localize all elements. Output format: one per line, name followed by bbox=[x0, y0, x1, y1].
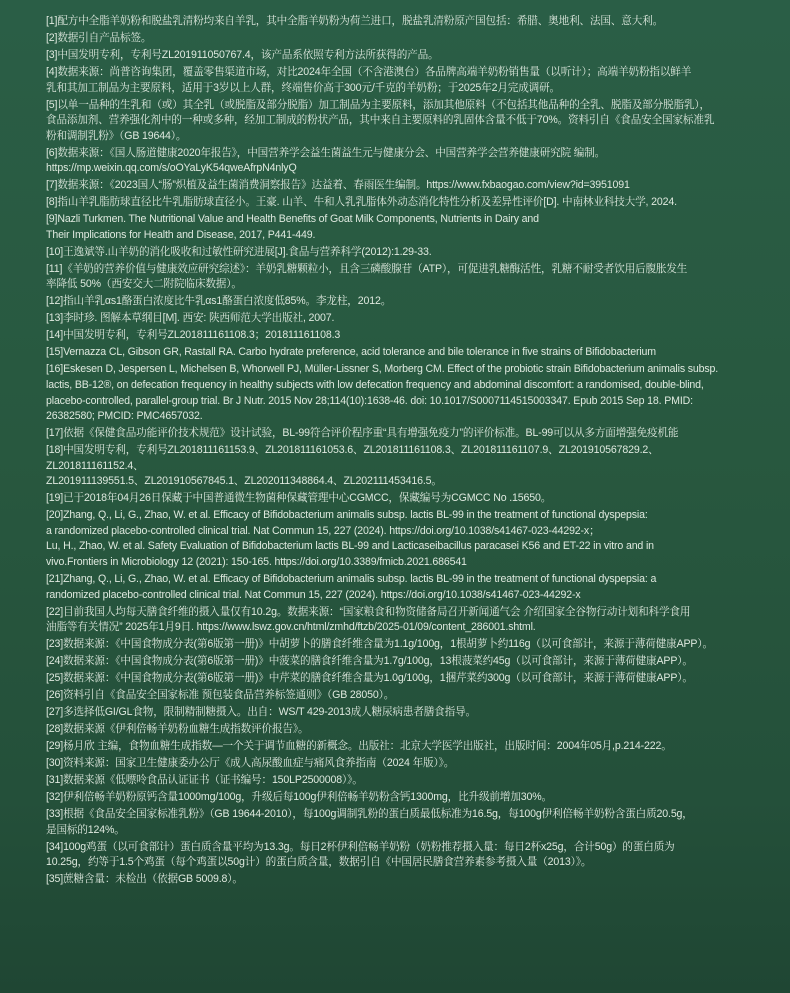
footnote-4: [4]数据来源：尚普咨询集团，覆盖零售渠道市场，对比2024年全国（不含港澳台）各品牌高端羊奶粉销售量（以听计）；高端羊奶粉指以鲜羊 乳和其加工制品为主要原料，适用于3岁以上人群，终端售价高于300元/千克的羊奶粉；于2025年2月完成调研。 bbox=[46, 65, 692, 94]
footnote-28: [28]数据来源《伊利倍畅羊奶粉血糖生成指数评价报告》。 bbox=[46, 723, 309, 736]
footnote-9: [9]Nazli Turkmen. The Nutritional Value and Health Benefits of Goat Milk Components, Nutrients in Dairy and Their Implications for Health and Disease, 2017, P441-449. bbox=[46, 213, 539, 241]
footnote-12: [12]指山羊乳αs1酪蛋白浓度比牛乳αs1酪蛋白浓度低85%。李龙柱，2012。 bbox=[46, 295, 392, 308]
footnote-33: [33]根据《食品安全国家标准乳粉》（GB 19644-2010），每100g调制乳粉的蛋白质最低标准为16.5g，每100g伊利倍畅羊奶粉含蛋白质20.5g， 是国标的124%。 bbox=[46, 808, 693, 836]
footnote-30: [30]资料来源：国家卫生健康委办公厅《成人高尿酸血症与痛风食养指南（2024 年版）》。 bbox=[46, 757, 455, 770]
footnote-19: [19]已于2018年04月26日保藏于中国普通微生物菌种保藏管理中心CGMCC，保藏编号为CGMCC No .15650。 bbox=[46, 492, 552, 505]
footnote-32: [32]伊利倍畅羊奶粉原钙含量1000mg/100g，升级后每100g伊利倍畅羊奶粉含钙1300mg，比升级前增加30%。 bbox=[46, 791, 552, 804]
footnote-3: [3]中国发明专利，专利号ZL201911050767.4，该产品系依照专利方法所获得的产品。 bbox=[46, 48, 439, 61]
footnote-list bbox=[46, 14, 746, 888]
footnote-16: [16]Eskesen D, Jespersen L, Michelsen B, Whorwell PJ, Müller-Lissner S, Morberg CM. Effect of the probiotic strain Bifidobacterium animalis subsp. lactis, BB-12®, on defecation frequency in healthy subjects with low defecation frequency and abdominal discomfort: a randomised, double-blind, placebo-controlled, parallel-group trial. Br J Nutr. 2015 Nov 28;114(10):1638-46. doi: 10.1017/S0007114515003347. Epub 2015 Sep 18. PMID: 26382580; PMCID: PMC4657032. bbox=[46, 363, 719, 423]
footnote-10: [10]王逸斌等.山羊奶的消化吸收和过敏性研究进展[J].食品与营养科学(2012):1.29-33. bbox=[46, 245, 432, 258]
footnote-13: [13]李时珍. 图解本草纲目[M]. 西安: 陕西师范大学出版社, 2007. bbox=[46, 312, 335, 325]
footnote-23: [23]数据来源：《中国食物成分表(第6版第一册)》中胡萝卜的膳食纤维含量为1.1g/100g，1根胡萝卜约116g（以可食部计，来源于薄荷健康APP）。 bbox=[46, 638, 713, 651]
footnote-34: [34]100g鸡蛋（以可食部计）蛋白质含量平均为13.3g。每日2杯伊利倍畅羊奶粉（奶粉推荐摄入量：每日2杯x25g，合计50g）的蛋白质为 10.25g，约等于1.5个鸡蛋（每个鸡蛋以50g计）的蛋白质含量，数据引自《中国居民膳食营养素参考摄入量（2013）》。 bbox=[46, 840, 675, 869]
footnote-14: [14]中国发明专利，专利号ZL201811161108.3；201811161108.3 bbox=[46, 329, 341, 342]
footnote-26: [26]资料引自《食品安全国家标准 预包装食品营养标签通则》（GB 28050）。 bbox=[46, 689, 395, 702]
footnote-21: [21]Zhang, Q., Li, G., Zhao, W. et al. Efficacy of Bifidobacterium animalis subsp. lactis BL-99 in the treatment of functional dyspepsia: a randomized placebo-controlled clinical trial. Nat Commun 15, 227 (2024). https://doi.org/10.1038/s41467-023-44292-x bbox=[46, 573, 657, 601]
footnote-35: [35]蔗糖含量：未检出（依据GB 5009.8）。 bbox=[46, 873, 243, 886]
footnote-1: [1]配方中全脂羊奶粉和脱盐乳清粉均来自羊乳，其中全脂羊奶粉为荷兰进口，脱盐乳清粉原产国包括：希腊、奥地利、法国、意大利。 bbox=[46, 15, 664, 27]
footnote-22: [22]目前我国人均每天膳食纤维的摄入量仅有10.2g。数据来源：“国家粮食和物资储备局召开新闻通气会 介绍国家全谷物行动计划和科学食用 油脂等有关情况” 2025年1月9日. https://www.lswz.gov.cn/html/zmhd/ftzb/2025-01/09/content_286001.shtml. bbox=[46, 605, 691, 634]
footnote-25: [25]数据来源：《中国食物成分表(第6版第一册)》中芹菜的膳食纤维含量为1.0g/100g，1捆芹菜约300g（以可食部计，来源于薄荷健康APP）。 bbox=[46, 672, 693, 685]
footnote-31: [31]数据来源《低嘌呤食品认证证书（证书编号：150LP2500008）》。 bbox=[46, 774, 363, 787]
footnote-27: [27]多选择低GI/GL食物，限制精制糖摄入。出自：WS/T 429-2013成人糖尿病患者膳食指导。 bbox=[46, 706, 476, 719]
footnote-11: [11]《羊奶的营养价值与健康效应研究综述》：羊奶乳糖颗粒小，且含三磷酸腺苷（ATP），可促进乳糖酶活性，乳糖不耐受者饮用后腹胀发生 率降低 50%（西安交大二附院临床数据）。 bbox=[46, 262, 688, 291]
footnote-7: [7]数据来源：《2023国人“肠”炽植及益生菌消费洞察报告》达益着、春雨医生编制。https://www.fxbaogao.com/view?id=3951091 bbox=[46, 179, 630, 192]
footnote-8: [8]指山羊乳脂肪球直径比牛乳脂肪球直径小。王豪. 山羊、牛和人乳乳脂体外动态消化特性分析及差异性评价[D]. 中南林业科技大学, 2024. bbox=[46, 196, 677, 209]
footnote-2: [2]数据引自产品标签。 bbox=[46, 31, 152, 44]
footnote-15: [15]Vernazza CL, Gibson GR, Rastall RA. Carbo hydrate preference, acid tolerance and bile tolerance in five strains of Bifidobacterium bbox=[46, 346, 656, 359]
footnote-5: [5]以单一品种的生乳和（或）其全乳（或脱脂及部分脱脂）加工制品为主要原料，添加其他原料（不包括其他品种的全乳、脱脂及部分脱脂乳）， 食品添加剂、营养强化剂中的一种或多种，经加工制成的粉状产品，其中来自主要原料的乳固体含量不低于70%。资料引自《食品安全国家标准乳 粉和调制乳粉》（GB 19644）。 bbox=[46, 98, 715, 142]
footnote-20: [20]Zhang, Q., Li, G., Zhao, W. et al. Efficacy of Bifidobacterium animalis subsp. lactis BL-99 in the treatment of functional dyspepsia: a randomized placebo-controlled clinical trial. Nat Commun 15, 227 (2024). https://doi.org/10.1038/s41467-023-44292-x； Lu, H., Zhao, W. et al. Safety Evaluation of Bifidobacterium lactis BL-99 and Lacticaseibacillus paracasei K56 and ET-22 in vitro and in vivo.Frontiers in Microbiology 12 (2021): 150-165. https://doi.org/10.3389/fmicb.2021.686541 bbox=[46, 509, 654, 569]
footnote-24: [24]数据来源：《中国食物成分表(第6版第一册)》中菠菜的膳食纤维含量为1.7g/100g，13根菠菜约45g（以可食部计，来源于薄荷健康APP）。 bbox=[46, 655, 693, 668]
footnote-29: [29]杨月欣 主编，食物血糖生成指数—一个关于调节血糖的新概念。出版社：北京大学医学出版社，出版时间：2004年05月,p.214-222。 bbox=[46, 740, 672, 753]
footnote-6: [6]数据来源：《国人肠道健康2020年报告》，中国营养学会益生菌益生元与健康分会、中国营养学会营养健康研究院 编制。 https://mp.weixin.qq.com/s/oOYaLyK54qweAfrpN4nlyQ bbox=[46, 146, 606, 175]
footnote-17: [17]依据《保健食品功能评价技术规范》设计试验，BL-99符合评价程序重“具有增强免疫力”的评价标准。BL-99可以从多方面增强免疫机能 bbox=[46, 427, 679, 440]
footnote-18: [18]中国发明专利，专利号ZL201811161153.9、ZL201811161053.6、ZL201811161108.3、ZL201811161107.9、ZL201910567829.2、ZL201811161152.4、 ZL201911139551.5、ZL201910567845.1、ZL202011348864.4、ZL202111453416.5。 bbox=[46, 444, 659, 488]
